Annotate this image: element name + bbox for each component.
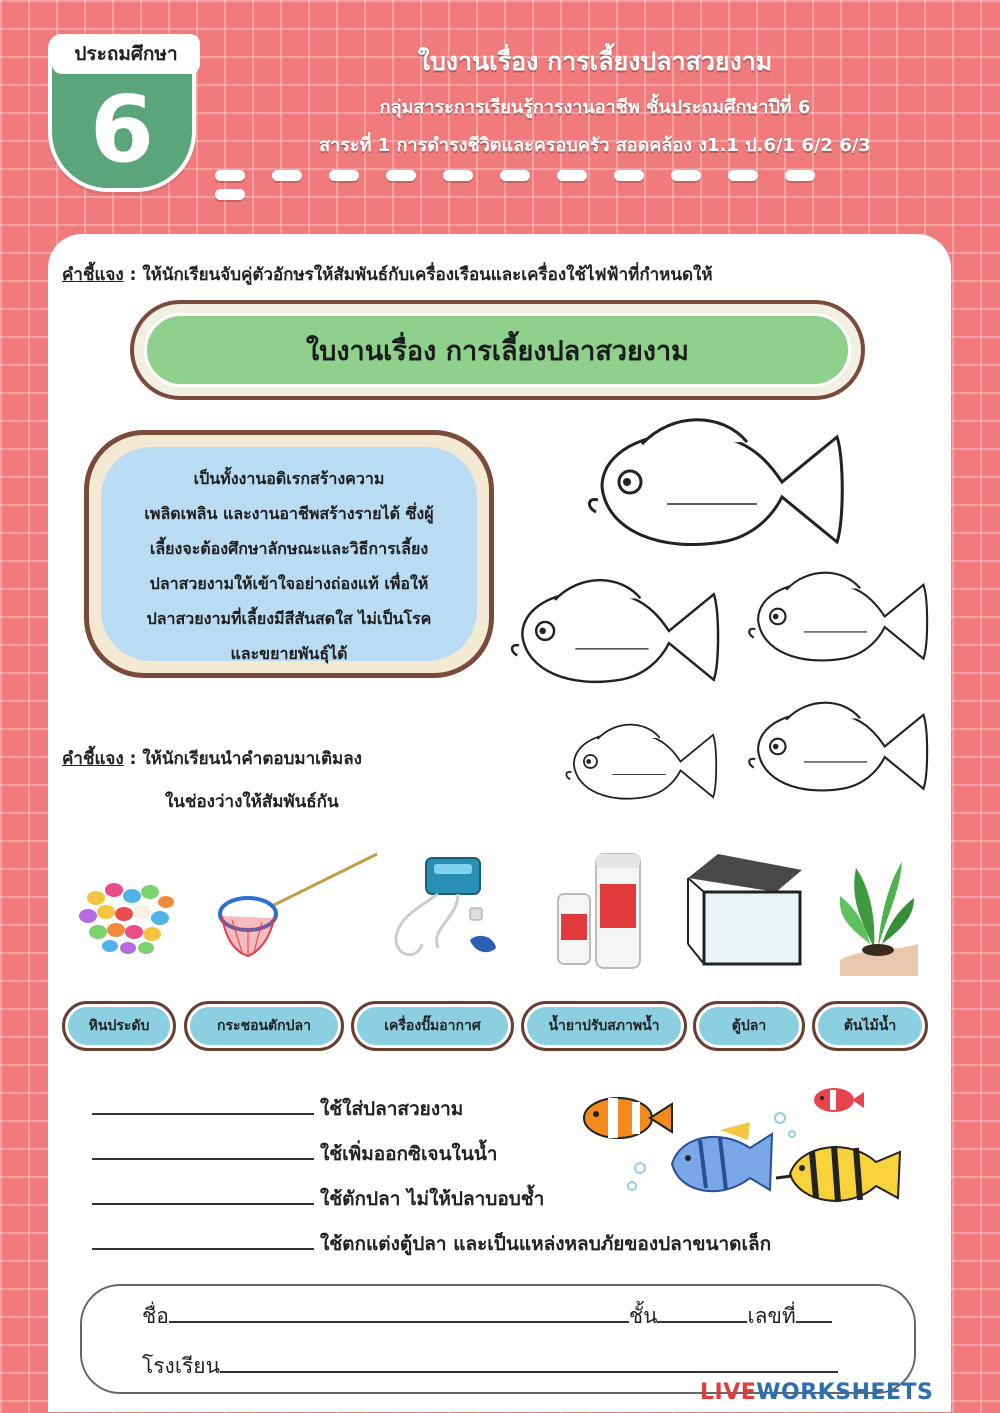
info-line: เลี้ยงจะต้องศึกษาลักษณะและวิธีการเลี้ยง <box>149 539 429 558</box>
fish-outline-answer-3[interactable] <box>744 560 934 680</box>
answer-chip-fish-net[interactable]: กระชอนตักปลา <box>184 1001 344 1051</box>
instruction-2-label: คำชี้แจง <box>62 749 124 769</box>
instruction-2-line2: ในช่องว่างให้สัมพันธ์กัน <box>165 792 339 812</box>
name-field[interactable] <box>169 1303 629 1323</box>
answer-chip-aquatic-plant[interactable]: ต้นไม้น้ำ <box>812 1001 928 1051</box>
question-4 <box>92 1229 771 1259</box>
instruction-2-text: : ให้นักเรียนนำคำตอบมาเติมลง <box>123 749 362 769</box>
topic-banner-title: ใบงานเรื่อง การเลี้ยงปลาสวยงาม <box>144 313 851 387</box>
question-text: ใช้ตกแต่งตู้ปลา และเป็นแหล่งหลบภัยของปลาขนาดเล็ก <box>320 1233 772 1255</box>
colored-stones-icon <box>66 848 186 976</box>
fish-outline-answer-2[interactable] <box>506 570 726 700</box>
info-line: เป็นทั้งงานอดิเรกสร้างความ <box>193 469 385 488</box>
info-line: ปลาสวยงามให้เข้าใจอย่างถ่องแท้ เพื่อให้ <box>149 574 429 593</box>
answer-chip-aquarium[interactable]: ตู้ปลา <box>693 1001 805 1051</box>
fish-outline-answer-5[interactable] <box>744 690 934 810</box>
info-line: ปลาสวยงามที่เลี้ยงมีสีสันสดใส ไม่เป็นโรค <box>146 609 432 628</box>
header-dashes-divider <box>215 166 885 180</box>
answer-chip-ornamental-stones[interactable]: หินประดับ <box>62 1001 176 1051</box>
liveworksheets-logo <box>700 1380 933 1405</box>
aquarium-icon <box>680 848 810 976</box>
water-conditioner-icon <box>550 848 650 976</box>
instruction-1-label: คำชี้แจง <box>62 265 124 285</box>
question-text: ใช้ใส่ปลาสวยงาม <box>320 1098 464 1120</box>
answer-blank-4[interactable] <box>92 1230 314 1250</box>
question-text: ใช้เพิ่มออกซิเจนในน้ำ <box>320 1143 498 1165</box>
tropical-fish-illustration <box>580 1078 910 1218</box>
info-line: และขยายพันธุ์ได้ <box>230 644 348 663</box>
question-text: ใช้ตักปลา ไม่ให้ปลาบอบช้ำ <box>320 1188 545 1210</box>
school-label: โรงเรียน <box>142 1354 220 1378</box>
fish-net-icon <box>212 848 382 976</box>
aquatic-plant-icon <box>830 848 925 978</box>
question-3 <box>92 1184 544 1214</box>
instruction-2 <box>62 745 362 772</box>
class-label: ชั้น <box>628 1304 658 1328</box>
page-title: ใบงานเรื่อง การเลี้ยงปลาสวยงาม <box>417 47 773 76</box>
number-label: เลขที่ <box>747 1304 796 1328</box>
instruction-1 <box>62 261 713 288</box>
answer-blank-1[interactable] <box>92 1095 314 1115</box>
answer-chip-air-pump[interactable]: เครื่องปั๊มอากาศ <box>351 1001 514 1051</box>
curriculum-standard: สาระที่ 1 การดำรงชีวิตและครอบครัว สอดคล้อง ง1.1 ป.6/1 6/2 6/3 <box>319 135 871 156</box>
question-2 <box>92 1139 497 1169</box>
page-subtitle: กลุ่มสาระการเรียนรู้การงานอาชีพ ชั้นประถมศึกษาปีที่ 6 <box>379 97 811 118</box>
badge-label: ประถมศึกษา <box>52 34 200 74</box>
question-1 <box>92 1094 463 1124</box>
answer-blank-3[interactable] <box>92 1185 314 1205</box>
school-row <box>142 1350 838 1383</box>
name-label: ชื่อ <box>142 1304 169 1328</box>
answer-chip-water-conditioner[interactable]: น้ำยาปรับสภาพน้ำ <box>521 1001 687 1051</box>
logo-suffix: WORKSHEETS <box>756 1380 934 1405</box>
class-field[interactable] <box>657 1303 747 1323</box>
badge-grade-number: 6 <box>89 76 154 183</box>
topic-banner <box>130 300 865 400</box>
air-pump-icon <box>378 848 508 976</box>
fish-outline-answer-1[interactable] <box>582 412 852 562</box>
student-name-row <box>142 1300 832 1333</box>
school-field[interactable] <box>220 1353 838 1373</box>
info-text <box>101 447 477 661</box>
fish-outline-answer-4[interactable] <box>562 712 722 817</box>
instruction-1-text: : ให้นักเรียนจับคู่ตัวอักษรให้สัมพันธ์กับเครื่องเรือนและเครื่องใช้ไฟฟ้าที่กำหนดให้ <box>123 265 713 285</box>
info-box <box>84 430 494 678</box>
answer-blank-2[interactable] <box>92 1140 314 1160</box>
grade-badge <box>48 34 196 192</box>
number-field[interactable] <box>796 1303 832 1323</box>
logo-prefix: LIVE <box>700 1380 757 1405</box>
info-line: เพลิดเพลิน และงานอาชีพสร้างรายได้ ซึ่งผู้ <box>144 504 434 523</box>
